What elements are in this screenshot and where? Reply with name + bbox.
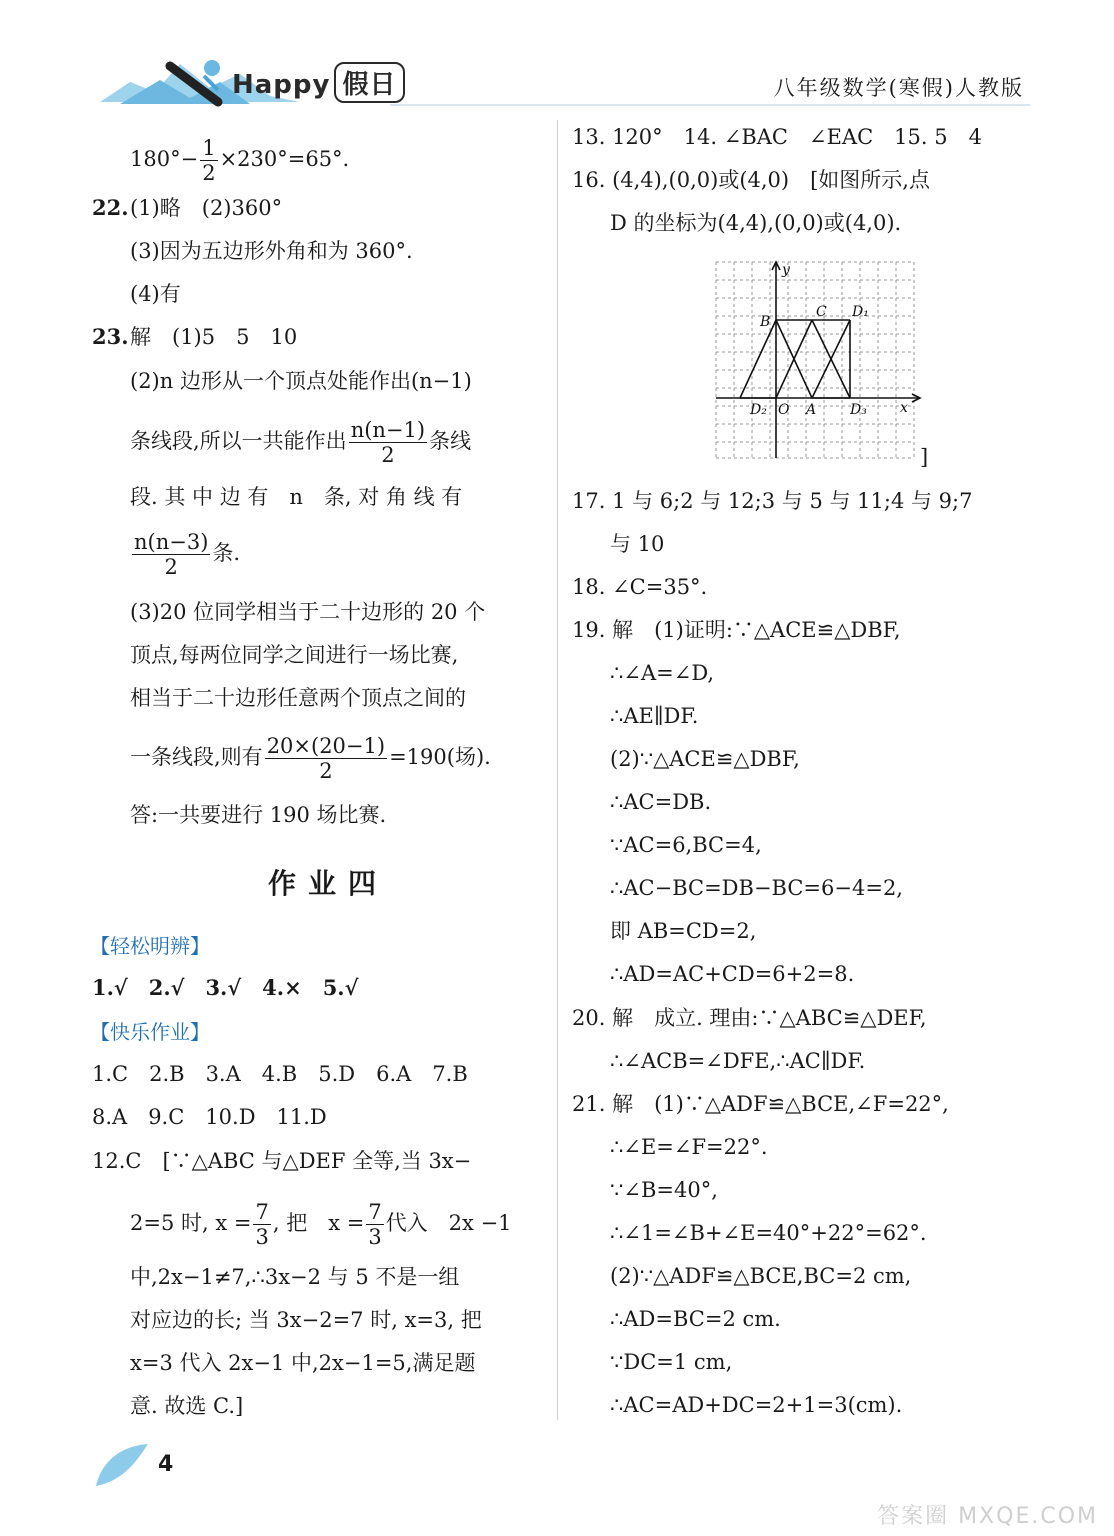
fraction-numerator: 1: [202, 136, 216, 160]
answer-17-line2: 与 10: [610, 532, 665, 556]
figure-segments: [740, 320, 850, 398]
text-segment: , 把 x =: [272, 1211, 365, 1235]
fraction-numerator: n(n−3): [134, 530, 209, 554]
point-label-O: O: [778, 402, 790, 418]
point-label-A: A: [806, 402, 817, 418]
logo-happy: Happy: [232, 70, 331, 100]
book-title: 八年级数学(寒假)人教版: [773, 76, 1024, 100]
answer-16-line2: D 的坐标为(4,4),(0,0)或(4,0).: [610, 211, 902, 235]
answer-19-line6: ∵AC=6,BC=4,: [610, 833, 762, 857]
answer-18: 18. ∠C=35°.: [572, 575, 708, 599]
fraction-numerator: 20×(20−1): [266, 734, 386, 758]
answers-13-15: 13. 120° 14. ∠BAC ∠EAC 15. 5 4: [572, 125, 982, 149]
answer-19-line4: (2)∵△ACE≌△DBF,: [610, 747, 800, 771]
answer-23-conclusion: 答:一共要进行 190 场比赛.: [130, 803, 387, 827]
answer-20-line1: 20. 解 成立. 理由:∵△ABC≌△DEF,: [572, 1006, 927, 1030]
fraction-denominator: 2: [381, 443, 395, 467]
fraction-denominator: 2: [202, 161, 216, 185]
answer-23-line5: [130, 530, 240, 579]
fraction-denominator: 3: [368, 1225, 382, 1249]
fraction-numerator: n(n−1): [350, 418, 426, 442]
answer-21-line8: ∴AC=AD+DC=2+1=3(cm).: [610, 1393, 903, 1417]
column-divider: [557, 120, 558, 1420]
section-tag-easy: 【轻松明辨】: [90, 934, 210, 958]
answer-21-line6: ∴AD=BC=2 cm.: [610, 1307, 781, 1331]
grid-lines: [716, 262, 914, 458]
point-label-D2: D₂: [750, 402, 767, 418]
answer-12-line2: [130, 1200, 512, 1249]
answer-23-line6: (3)20 位同学相当于二十边形的 20 个: [130, 600, 486, 624]
answer-12-line3: 中,2x−1≠7,∴3x−2 与 5 不是一组: [130, 1265, 460, 1289]
answer-23-line9: [130, 734, 491, 783]
answer-12-line1: 12.C [∵△ABC 与△DEF 全等,当 3x−: [92, 1149, 472, 1173]
fraction: [349, 418, 427, 467]
answer-20-line2: ∴∠ACB=∠DFE,∴AC∥DF.: [610, 1049, 866, 1073]
section-title: 作业四: [268, 867, 389, 900]
answer-23-line4: 段. 其 中 边 有 n 条, 对 角 线 有: [130, 485, 463, 509]
multiple-choice-row2: 8.A 9.C 10.D 11.D: [92, 1105, 327, 1129]
point-label-D3: D₃: [850, 402, 867, 418]
fraction: [366, 1200, 383, 1249]
answer-19-line7: ∴AC−BC=DB−BC=6−4=2,: [610, 876, 903, 900]
text-segment: 条线段,所以一共能作出: [130, 429, 347, 453]
site-watermark: 答案圈 MXQE.COM: [877, 1504, 1098, 1529]
fraction: [132, 530, 210, 579]
page-header: [0, 0, 1114, 110]
answer-12-line4: 对应边的长; 当 3x−2=7 时, x=3, 把: [130, 1308, 482, 1332]
header-rule: [390, 104, 1030, 106]
text-segment: 代入 2x −1: [385, 1211, 512, 1235]
fraction-denominator: 2: [319, 759, 333, 783]
section-tag-homework: 【快乐作业】: [90, 1020, 210, 1044]
answer-12-line6: 意. 故选 C.]: [130, 1394, 244, 1418]
answer-21-line2: ∴∠E=∠F=22°.: [610, 1135, 768, 1159]
answer-12-line5: x=3 代入 2x−1 中,2x−1=5,满足题: [130, 1351, 476, 1375]
true-false-answers: 1.√ 2.√ 3.√ 4.× 5.√: [92, 975, 359, 1000]
text-segment: ×230°=65°.: [219, 147, 350, 171]
question-22-number: 22.: [92, 195, 129, 220]
answer-19-line1: 19. 解 (1)证明:∵△ACE≌△DBF,: [572, 618, 901, 642]
answer-21-line7: ∵DC=1 cm,: [610, 1350, 733, 1374]
point-label-C: C: [816, 304, 827, 320]
answer-17-line1: 17. 1 与 6;2 与 12;3 与 5 与 11;4 与 9;7: [572, 489, 973, 513]
answer-19-line5: ∴AC=DB.: [610, 790, 712, 814]
axis-label-y: y: [782, 262, 790, 278]
text-segment: 条.: [212, 541, 241, 565]
point-label-D1: D₁: [852, 304, 869, 320]
answer-19-line3: ∴AE∥DF.: [610, 704, 699, 728]
page-number: 4: [158, 1452, 174, 1477]
coordinate-grid-figure: [712, 258, 942, 468]
fraction: [200, 136, 217, 185]
text-segment: 一条线段,则有: [130, 745, 263, 769]
answer-23-line3: [130, 418, 471, 467]
answer-22-line3: (4)有: [130, 282, 181, 306]
logo-text: [232, 62, 405, 103]
fraction-denominator: 3: [255, 1225, 269, 1249]
figure-closing-bracket: ]: [920, 445, 929, 469]
answer-19-line9: ∴AD=AC+CD=6+2=8.: [610, 962, 855, 986]
answer-22-line2: (3)因为五边形外角和为 360°.: [130, 239, 413, 263]
answer-23-line1: 解 (1)5 5 10: [130, 325, 298, 349]
leaf-decoration-icon: [92, 1440, 152, 1490]
answer-21-line3: ∵∠B=40°,: [610, 1178, 718, 1202]
answer-22-line1: (1)略 (2)360°: [130, 196, 283, 220]
text-segment: 条线: [429, 429, 472, 453]
answer-19-line8: 即 AB=CD=2,: [610, 919, 757, 943]
answer-23-line8: 相当于二十边形任意两个顶点之间的: [130, 686, 466, 710]
answer-21-line5: (2)∵△ADF≌△BCE,BC=2 cm,: [610, 1264, 912, 1288]
answer-16-line1: 16. (4,4),(0,0)或(4,0) [如图所示,点: [572, 168, 930, 192]
answer-19-line2: ∴∠A=∠D,: [610, 661, 715, 685]
point-label-B: B: [760, 314, 771, 330]
answer-21-line4: ∴∠1=∠B+∠E=40°+22°=62°.: [610, 1221, 927, 1245]
answer-23-line7: 顶点,每两位同学之间进行一场比赛,: [130, 643, 459, 667]
fraction-numerator: 7: [368, 1200, 382, 1224]
text-segment: 180°−: [130, 147, 199, 171]
answer-21-line1: 21. 解 (1)∵△ADF≌△BCE,∠F=22°,: [572, 1092, 949, 1116]
question-23-number: 23.: [92, 324, 129, 349]
multiple-choice-row1: 1.C 2.B 3.A 4.B 5.D 6.A 7.B: [92, 1062, 468, 1086]
fraction: [253, 1200, 270, 1249]
fraction-numerator: 7: [255, 1200, 269, 1224]
answer-21-continued: [130, 136, 349, 185]
axis-label-x: x: [900, 400, 908, 416]
answer-23-line2: (2)n 边形从一个顶点处能作出(n−1): [130, 369, 472, 393]
logo-holiday: 假日: [334, 62, 404, 103]
text-segment: =190(场).: [389, 745, 491, 769]
fraction: [265, 734, 387, 783]
fraction-denominator: 2: [164, 555, 178, 579]
text-segment: 2=5 时, x =: [130, 1211, 252, 1235]
